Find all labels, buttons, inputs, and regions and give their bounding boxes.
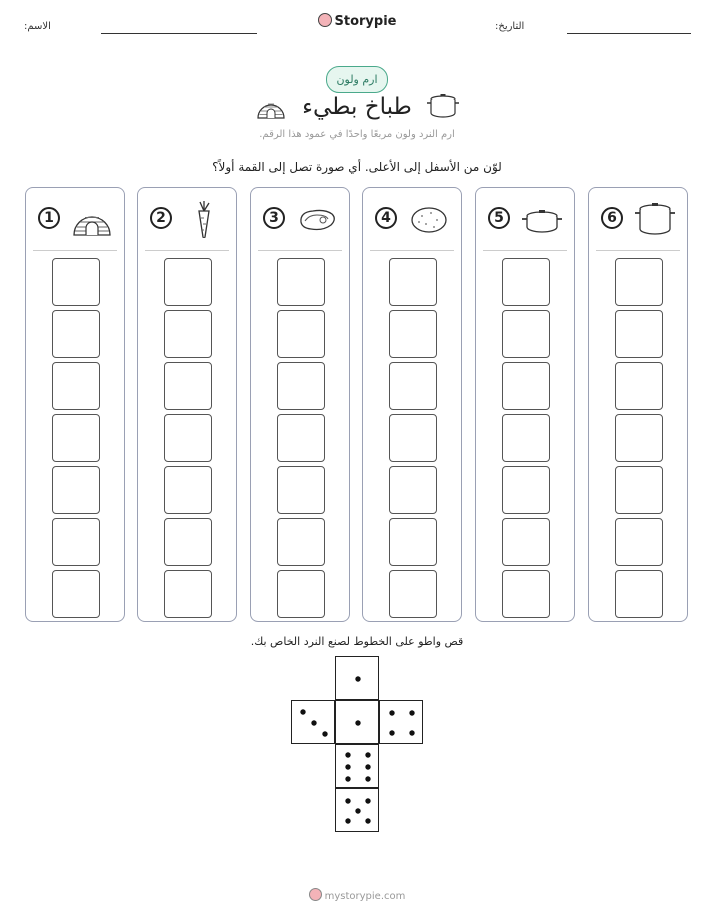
dice-pip <box>355 720 360 725</box>
dice-pips <box>380 701 424 745</box>
color-square[interactable] <box>164 466 212 514</box>
color-square[interactable] <box>502 310 550 358</box>
column-number: 5 <box>488 207 510 229</box>
color-square[interactable] <box>615 414 663 462</box>
color-square[interactable] <box>502 414 550 462</box>
color-square[interactable] <box>615 258 663 306</box>
column-divider <box>370 250 454 251</box>
subtitle: ارم النرد ولون مربعًا واحدًا في عمود هذا الرقم. <box>259 129 455 140</box>
color-square[interactable] <box>615 570 663 618</box>
color-square[interactable] <box>277 570 325 618</box>
color-square[interactable] <box>277 466 325 514</box>
dice-face-6 <box>335 788 379 832</box>
color-square[interactable] <box>164 362 212 410</box>
color-square[interactable] <box>277 310 325 358</box>
column-divider <box>145 250 229 251</box>
color-square[interactable] <box>389 310 437 358</box>
dice-face-2 <box>291 700 335 744</box>
saucepan-icon <box>520 200 564 238</box>
stockpot-icon <box>633 200 677 238</box>
column-divider <box>596 250 680 251</box>
dice-pips <box>336 789 380 833</box>
column-divider <box>483 250 567 251</box>
dice-pip <box>355 808 360 813</box>
color-square[interactable] <box>52 362 100 410</box>
dice-pip <box>365 818 370 823</box>
color-square[interactable] <box>502 570 550 618</box>
color-square[interactable] <box>389 466 437 514</box>
color-square[interactable] <box>164 414 212 462</box>
page-title: طباخ بطيء <box>302 94 412 120</box>
dice-pip <box>345 818 350 823</box>
stockpot-title-icon <box>426 92 460 120</box>
column-number: 4 <box>375 207 397 229</box>
logo-text: Storypie <box>334 14 397 29</box>
column-number: 6 <box>601 207 623 229</box>
color-square[interactable] <box>389 570 437 618</box>
color-square[interactable] <box>52 310 100 358</box>
dice-pip <box>300 709 305 714</box>
dice-pip <box>355 676 360 681</box>
potato-icon <box>407 200 451 238</box>
color-square[interactable] <box>615 362 663 410</box>
color-square[interactable] <box>389 518 437 566</box>
dice-pip <box>365 752 370 757</box>
column-number: 1 <box>38 207 60 229</box>
roll-and-color-badge: ارم ولون <box>326 66 388 93</box>
color-square[interactable] <box>502 466 550 514</box>
column-number: 3 <box>263 207 285 229</box>
dice-face-4 <box>379 700 423 744</box>
footer <box>0 888 714 902</box>
column-4 <box>362 187 462 622</box>
column-1 <box>25 187 125 622</box>
color-square[interactable] <box>164 570 212 618</box>
color-square[interactable] <box>615 310 663 358</box>
dice-pip <box>311 720 316 725</box>
color-square[interactable] <box>164 518 212 566</box>
date-label: التاريخ: <box>495 21 525 32</box>
dice-pips <box>336 745 380 789</box>
dice-pip <box>322 731 327 736</box>
color-square[interactable] <box>615 518 663 566</box>
color-square[interactable] <box>502 258 550 306</box>
color-square[interactable] <box>502 362 550 410</box>
dice-pip <box>389 710 394 715</box>
pig-logo-icon <box>318 13 332 27</box>
dice-pip <box>345 776 350 781</box>
carrot-icon <box>182 200 226 238</box>
dice-face-5 <box>335 744 379 788</box>
date-line[interactable] <box>567 33 691 34</box>
color-square[interactable] <box>52 414 100 462</box>
color-square[interactable] <box>52 570 100 618</box>
dice-pip <box>345 764 350 769</box>
dice-pips <box>336 657 380 701</box>
column-divider <box>258 250 342 251</box>
dice-pip <box>365 764 370 769</box>
color-square[interactable] <box>502 518 550 566</box>
dice-pip <box>345 752 350 757</box>
dice-pip <box>409 730 414 735</box>
color-square[interactable] <box>52 518 100 566</box>
color-square[interactable] <box>389 414 437 462</box>
color-square[interactable] <box>277 414 325 462</box>
name-label: الاسم: <box>24 21 51 32</box>
logo <box>0 13 714 29</box>
dice-pip <box>409 710 414 715</box>
column-2 <box>137 187 237 622</box>
footer-url[interactable]: mystorypie.com <box>324 891 406 902</box>
color-square[interactable] <box>52 258 100 306</box>
column-3 <box>250 187 350 622</box>
cut-instruction: قص واطو على الخطوط لصنع النرد الخاص بك. <box>250 635 464 648</box>
dice-pip <box>365 776 370 781</box>
color-square[interactable] <box>615 466 663 514</box>
color-square[interactable] <box>389 362 437 410</box>
steak-icon <box>295 200 339 238</box>
dice-face-3 <box>335 700 379 744</box>
color-square[interactable] <box>277 362 325 410</box>
column-5 <box>475 187 575 622</box>
dice-pip <box>345 798 350 803</box>
instruction: لوّن من الأسفل إلى الأعلى. أي صورة تصل إلى القمة أولاً؟ <box>212 160 502 174</box>
dice-pip <box>365 798 370 803</box>
column-number: 2 <box>150 207 172 229</box>
color-square[interactable] <box>164 310 212 358</box>
dice-face-1 <box>335 656 379 700</box>
name-line[interactable] <box>101 33 257 34</box>
column-6 <box>588 187 688 622</box>
dice-pips <box>336 701 380 745</box>
color-square[interactable] <box>52 466 100 514</box>
column-divider <box>33 250 117 251</box>
color-square[interactable] <box>164 258 212 306</box>
color-square[interactable] <box>277 258 325 306</box>
dice-pips <box>292 701 336 745</box>
color-square[interactable] <box>277 518 325 566</box>
igloo-icon <box>70 200 114 238</box>
pig-logo-icon <box>309 888 322 901</box>
color-square[interactable] <box>389 258 437 306</box>
dice-pip <box>389 730 394 735</box>
